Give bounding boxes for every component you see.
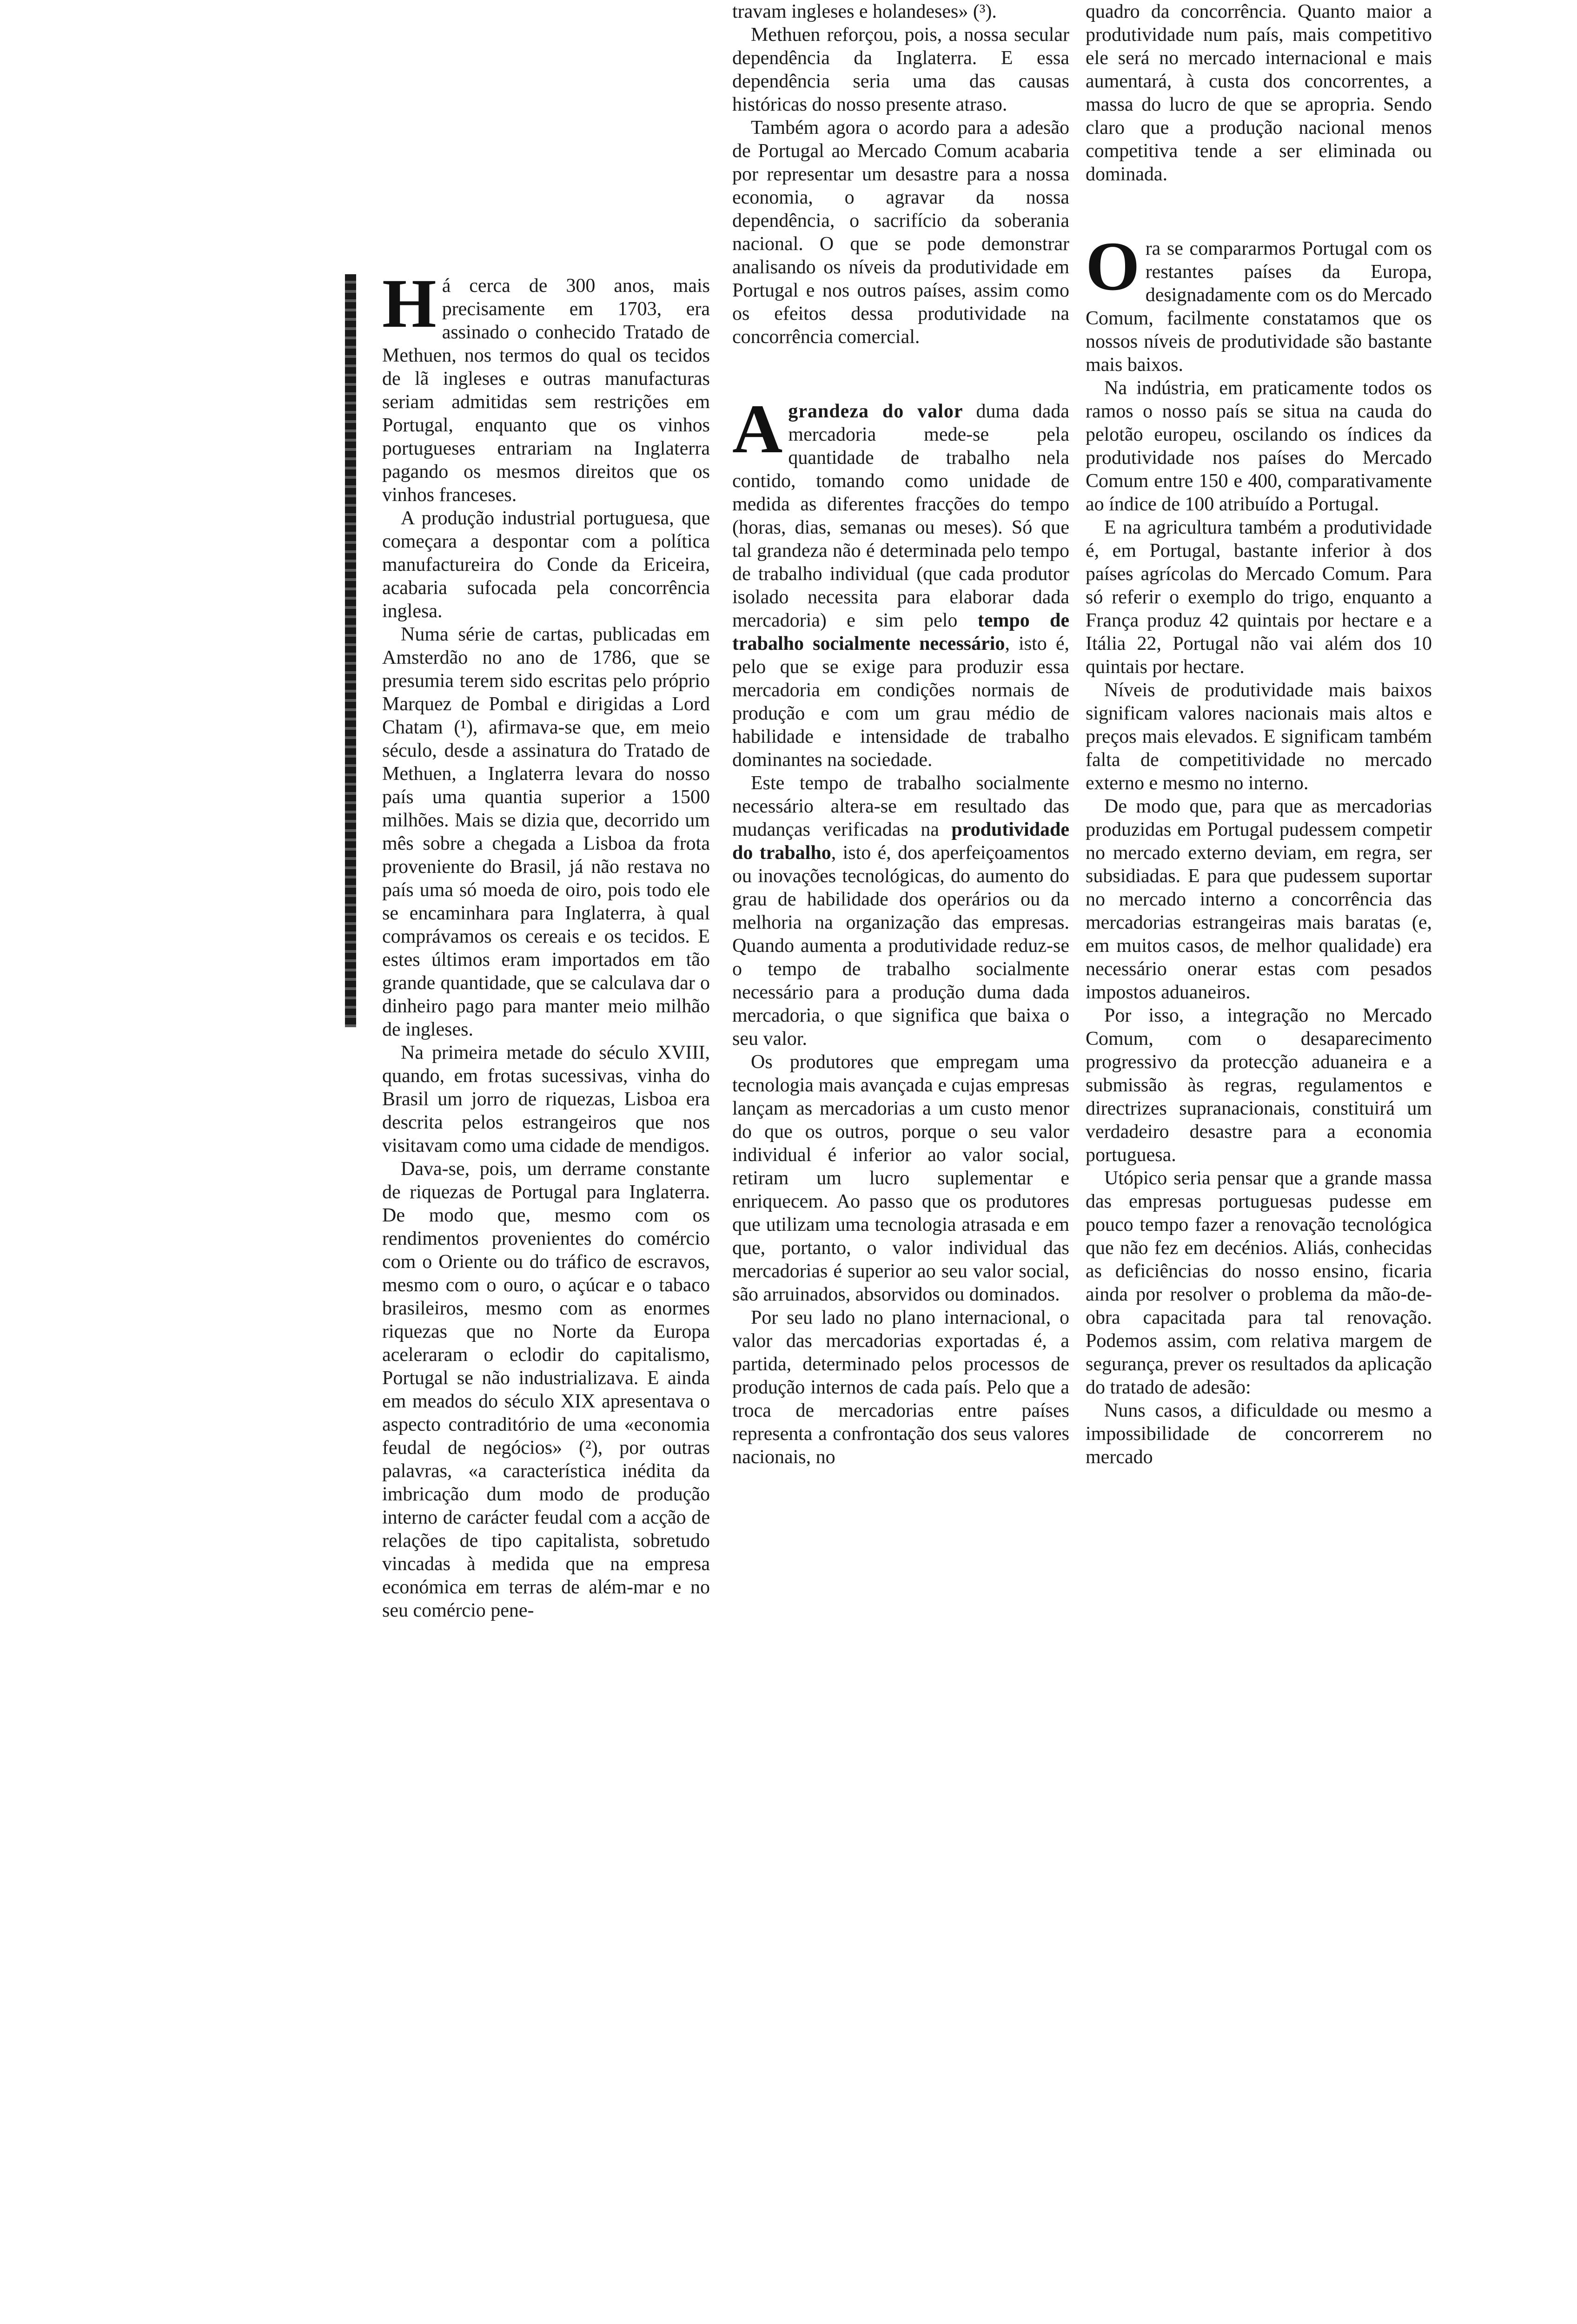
paragraph: Numa série de cartas, publicadas em Amsterdão no ano de 1786, que se presumia terem sido escritas pelo próprio Marquez de Pombal e dirigidas a Lord Chatam (¹), afirmava-se que, em meio século, desde a assinatura do Tratado de Methuen, a Inglaterra levara do nosso país uma quantia superior a 1500 milhões. Mais se dizia que, decorrido um mês sobre a chegada a Lisboa da frota proveniente do Brasil, já não restava no país uma só moeda de oiro, pois todo ele se encaminhara para Inglaterra, à qual comprávamos os cereais e os tecidos. E estes últimos eram importados em tão grande quantidade, que se calculava dar o dinheiro pago para manter meio milhão de ingleses. (382, 624, 710, 1040)
emphasis: produtividade do trabalho (732, 819, 1069, 864)
section-lead-paragraph: Agrandeza do valor duma dada mercadoria mede-se pela quantidade de trabalho nela contido, tomando como unidade de medida as diferentes fracções do tempo (horas, dias, semanas ou meses). Só que tal grandeza não é determinada pelo tempo de trabalho individual (que cada produtor isolado necessita para elaborar dada mercadoria) e sim pelo tempo de trabalho socialmente necessário, isto é, pelo que se exige para produzir essa mercadoria em condições normais de produção e com um grau médio de habilidade e intensidade de trabalho dominantes na sociedade. (732, 390, 1070, 771)
paragraph: Este tempo de trabalho socialmente necessário altera-se em resultado das mudanças verificadas na produtividade do trabalho, isto é, dos aperfeiçoamentos ou inovações tecnológicas, do aumento do grau de habilidade dos operários ou da melhoria na organização das empresas. Quando aumenta a produtividade reduz-se o tempo de trabalho socialmente necessário para a produção duma dada mercadoria, o que significa que baixa o seu valor. (732, 772, 1070, 1050)
paragraph: A produção industrial portuguesa, que começara a despontar com a política manufactureira do Conde da Ericeira, acabaria sufocada pela concorrência inglesa. (382, 508, 710, 622)
paragraph: Dava-se, pois, um derrame constante de riquezas de Portugal para Inglaterra. De modo que, mesmo com os rendimentos provenientes do comércio com o Oriente ou do tráfico de escravos, mesmo com o ouro, o açúcar e o tabaco brasileiros, mesmo com as enormes riquezas que no Norte da Europa aceleraram o eclodir do capitalismo, Portugal se não industrializava. E ainda em meados do século XIX apresentava o aspecto contraditório de uma «economia feudal de negócios» (²), por outras palavras, «a característica inédita da imbricação dum modo de produção interno de carácter feudal com a acção de relações de tipo capitalista, sobretudo vincadas à medida que na empresa económica em terras de além-mar e no seu comércio pene- (382, 1158, 710, 1621)
paragraph: Nuns casos, a dificuldade ou mesmo a impossibilidade de concorrerem no mercado (1086, 1400, 1432, 1468)
paragraph: Níveis de produtividade mais baixos significam valores nacionais mais altos e preços mais elevados. E significam também falta de competitividade no mercado externo e mesmo no interno. (1086, 680, 1432, 794)
paragraph: Na primeira metade do século XVIII, quando, em frotas sucessivas, vinha do Brasil um jorro de riquezas, Lisboa era descrita pelos estrangeiros que nos visitavam como uma cidade de mendigos. (382, 1042, 710, 1156)
drop-cap: H (382, 265, 437, 342)
drop-cap: A (732, 390, 783, 468)
article-column-3 (1086, 0, 1432, 1469)
paragraph: Por isso, a integração no Mercado Comum, com o desaparecimento progressivo da protecção aduaneira e a submissão às regras, regulamentos e directrizes supranacionais, constituirá um verdadeiro desastre para a economia portuguesa. (1086, 1005, 1432, 1166)
emphasis: tempo de trabalho socialmente necessário (732, 610, 1069, 654)
paragraph: quadro da concorrência. Quanto maior a produtividade num país, mais competitivo ele será no mercado internacional e mais aumentará, à custa dos concorrentes, a massa do lucro de que se apropria. Sendo claro que a produção nacional menos competitiva tende a ser eliminada ou dominada. (1086, 1, 1432, 185)
section-lead-paragraph: Ora se compararmos Portugal com os restantes países da Europa, designadamente com os do Mercado Comum, facilmente constatamos que os nossos níveis de produtividade são bastante mais baixos. (1086, 228, 1432, 376)
paragraph: Por seu lado no plano internacional, o valor das mercadorias exportadas é, a partida, determinado pelos processos de produção internos de cada país. Pelo que a troca de mercadorias entre países representa a confrontação dos seus valores nacionais, no (732, 1307, 1069, 1468)
paragraph: De modo que, para que as mercadorias produzidas em Portugal pudessem competir no mercado externo deviam, em regra, ser subsidiadas. E para que pudessem suportar no mercado interno a concorrência das mercadorias estrangeiras mais baratas (e, em muitos casos, de melhor qualidade) era necessário onerar estas com pesados impostos aduaneiros. (1086, 796, 1432, 1003)
lead-in: grandeza do valor (788, 401, 963, 422)
column-rule (345, 274, 356, 1027)
article-column-2 (732, 0, 1069, 1469)
paragraph: Utópico seria pensar que a grande massa das empresas portuguesas pudesse em pouco tempo fazer a renovação tecnológica que não fez em decénios. Aliás, conhecidas as deficiências do nosso ensino, ficaria ainda por resolver o problema da mão-de-obra capacitada para tal renovação. Podemos assim, com relativa margem de segurança, prever os resultados da aplicação do tratado de adesão: (1086, 1168, 1432, 1398)
paragraph: Os produtores que empregam uma tecnologia mais avançada e cujas empresas lançam as mercadorias a um custo menor do que os outros, porque o seu valor individual é inferior ao valor social, retiram um lucro suplementar e enriquecem. Ao passo que os produtores que utilizam uma tecnologia atrasada e em que, portanto, o valor individual das mercadorias é superior ao seu valor social, são arruinados, absorvidos ou dominados. (732, 1051, 1069, 1305)
paragraph: Methuen reforçou, pois, a nossa secular dependência da Inglaterra. E essa dependência seria uma das causas históricas do nosso presente atraso. (732, 24, 1069, 115)
paragraph: travam ingleses e holandeses» (³). (732, 1, 997, 22)
paragraph: Há cerca de 300 anos, mais precisamente em 1703, era assinado o conhecido Tratado de Methuen, nos termos do qual os tecidos de lã ingleses e outras manufacturas seriam admitidas sem restrições em Portugal, enquanto que os vinhos portugueses entrariam na Inglaterra pagando os mesmos direitos que os vinhos franceses. (382, 265, 710, 506)
article-column-1 (382, 265, 710, 1622)
paragraph: Na indústria, em praticamente todos os ramos o nosso país se situa na cauda do pelotão europeu, oscilando os índices da produtividade nos países do Mercado Comum entre 150 e 400, comparativamente ao índice de 100 atribuído a Portugal. (1086, 377, 1432, 515)
drop-cap: O (1086, 228, 1140, 305)
paragraph: E na agricultura também a produtividade é, em Portugal, bastante inferior à dos países agrícolas do Mercado Comum. Para só referir o exemplo do trigo, enquanto a França produz 42 quintais por hectare e a Itália 22, Portugal não vai além dos 10 quintais por hectare. (1086, 517, 1432, 678)
paragraph: Também agora o acordo para a adesão de Portugal ao Mercado Comum acabaria por representar um desastre para a nossa economia, o agravar da nossa dependência, o sacrifício da soberania nacional. O que se pode demonstrar analisando os níveis da produtividade em Portugal e nos outros países, assim como os efeitos dessa produtividade na concorrência comercial. (732, 117, 1069, 348)
